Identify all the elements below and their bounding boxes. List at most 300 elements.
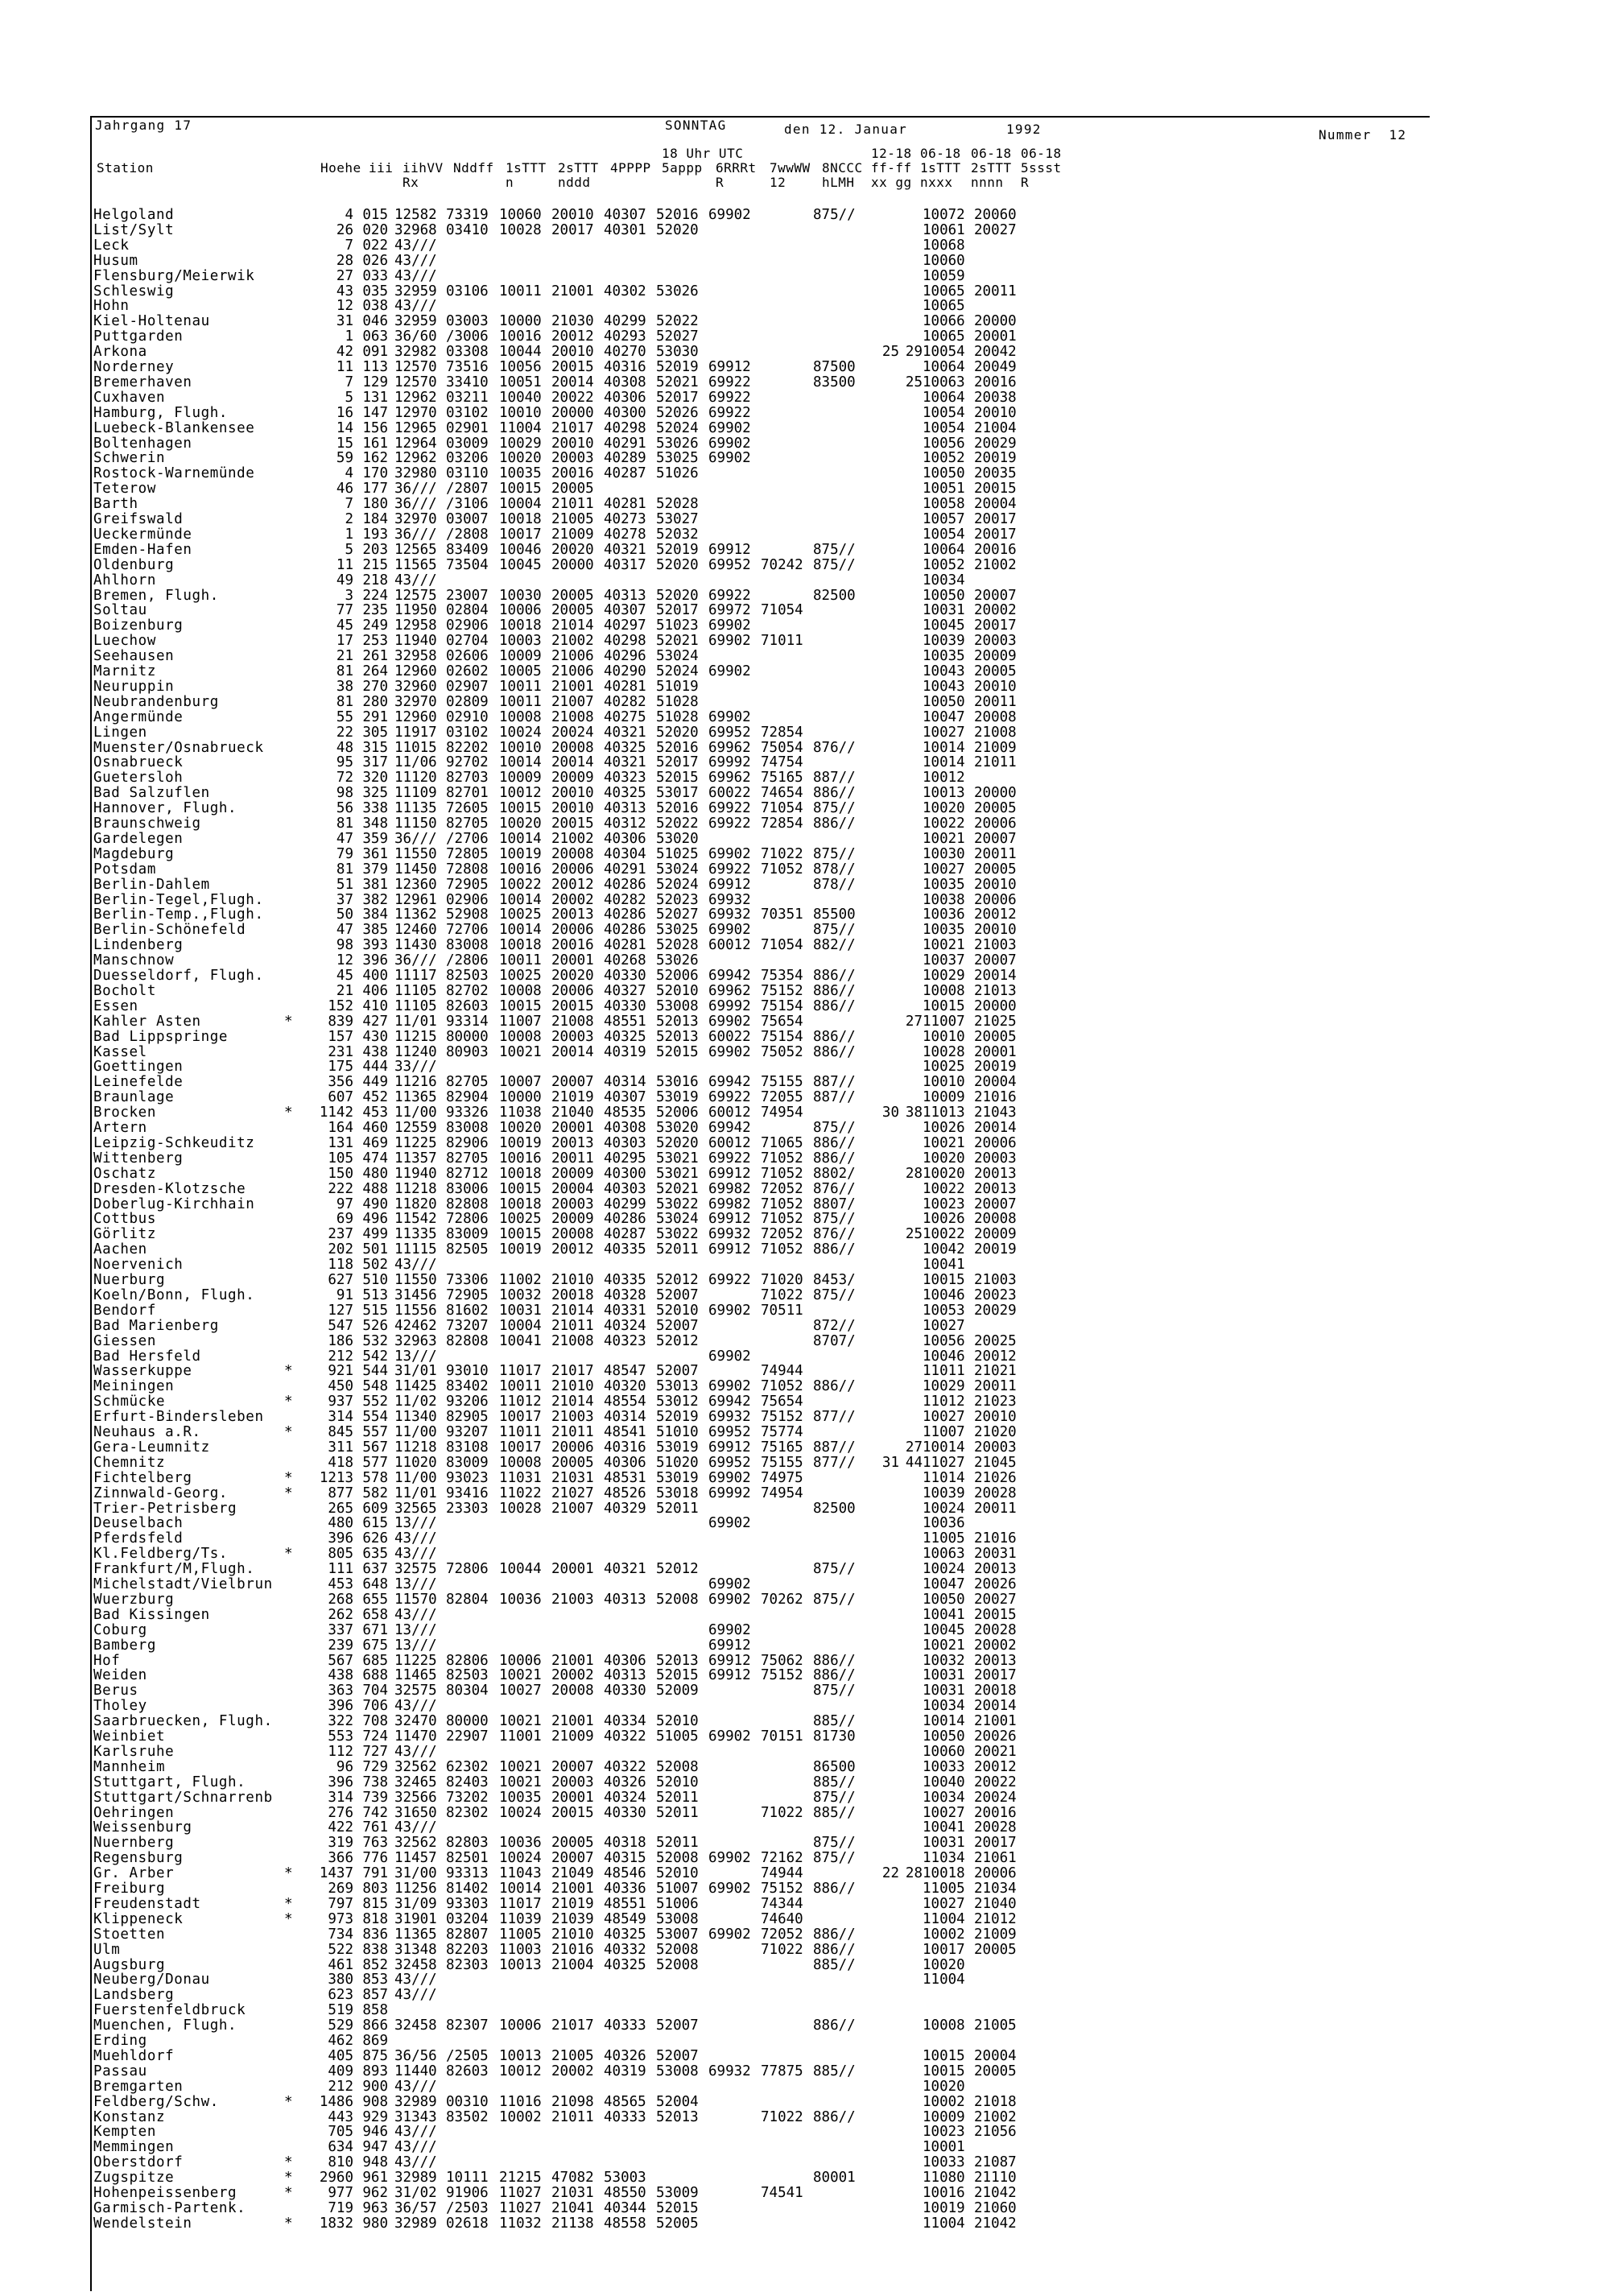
cell-iii: 315	[362, 739, 388, 756]
cell-2sttt: 20005	[551, 602, 594, 619]
cell-2sttt: 20001	[551, 1120, 594, 1136]
cell-nddff: 00310	[446, 2093, 489, 2110]
cell-nddff: 23303	[446, 1500, 489, 1517]
cell-hoehe: 319	[328, 1835, 353, 1852]
cell-8nccc: 885//	[813, 1774, 856, 1790]
cell-nddff: 73202	[446, 1789, 489, 1806]
cell-1sttt: 11022	[499, 1485, 542, 1501]
cell-0618-2sttt: 20008	[974, 708, 1017, 725]
year: 1992	[1006, 122, 1042, 137]
cell-5appp: 52007	[656, 1363, 699, 1380]
cell-station: Weiden	[93, 1667, 147, 1684]
cell-4pppp: 40318	[604, 1835, 646, 1852]
cell-iii: 900	[362, 2078, 388, 2095]
cell-station: Teterow	[93, 481, 156, 498]
cell-1sttt: 11016	[499, 2093, 542, 2110]
cell-hoehe: 877	[328, 1485, 353, 1501]
cell-2sttt: 20002	[551, 891, 594, 908]
cell-1sttt: 10013	[499, 2047, 542, 2064]
cell-iii: 449	[362, 1074, 388, 1091]
cell-8nccc: 875//	[813, 1120, 856, 1136]
cell-0618-2sttt: 20060	[974, 207, 1017, 223]
cell-5appp: 52020	[656, 556, 699, 573]
cell-0618-1sttt: 10033	[923, 1758, 965, 1775]
cell-mountain-marker: *	[284, 1013, 293, 1030]
cell-2sttt: 20008	[551, 1226, 594, 1243]
table-row	[0, 1592, 1610, 1608]
cell-4pppp: 40332	[604, 1941, 646, 1958]
cell-5appp: 52024	[656, 876, 699, 893]
cell-iihvv: 36///	[394, 481, 437, 498]
cell-0618-1sttt: 10020	[923, 2078, 965, 2095]
cell-nddff: 02809	[446, 693, 489, 710]
cell-station: Ulm	[93, 1941, 121, 1958]
cell-5appp: 52026	[656, 404, 699, 421]
cell-0618-2sttt: 21001	[974, 1713, 1017, 1730]
cell-iii: 396	[362, 952, 388, 969]
cell-4pppp: 48565	[604, 2093, 646, 2110]
cell-iihvv: 11/00	[394, 1424, 437, 1440]
cell-6rrrt: 69912	[708, 1637, 751, 1654]
cell-nddff: 82202	[446, 739, 489, 756]
cell-5appp: 53016	[656, 1074, 699, 1091]
col-ffff: 12-18 ff-ff xx gg	[871, 146, 912, 190]
date: den 12. Januar	[784, 122, 908, 137]
cell-1sttt: 11005	[499, 1926, 542, 1943]
table-row	[0, 527, 1610, 543]
cell-nddff: 10111	[446, 2170, 489, 2187]
cell-iii: 946	[362, 2124, 388, 2141]
cell-iii: 875	[362, 2047, 388, 2064]
cell-ff2: 44	[905, 1454, 923, 1471]
cell-1sttt: 10020	[499, 450, 542, 467]
cell-0618-1sttt: 10024	[923, 1500, 965, 1517]
cell-iihvv: 11135	[394, 800, 437, 817]
cell-nddff: 83402	[446, 1378, 489, 1395]
cell-0618-1sttt: 10041	[923, 1257, 965, 1274]
cell-1sttt: 11011	[499, 1424, 542, 1440]
cell-5appp: 52008	[656, 1591, 699, 1608]
cell-1sttt: 10008	[499, 982, 542, 999]
cell-0618-1sttt: 10023	[923, 1195, 965, 1212]
cell-iihvv: 11917	[394, 724, 437, 741]
cell-0618-1sttt: 10031	[923, 602, 965, 619]
cell-iii: 215	[362, 556, 388, 573]
cell-6rrrt: 69952	[708, 556, 751, 573]
cell-2sttt: 21039	[551, 1910, 594, 1927]
cell-ff1: 30	[881, 1105, 899, 1121]
cell-2sttt: 20017	[551, 221, 594, 238]
cell-iii: 815	[362, 1895, 388, 1912]
cell-station: Giessen	[93, 1332, 156, 1349]
cell-2sttt: 20003	[551, 1028, 594, 1045]
cell-iihvv: 32989	[394, 2215, 437, 2232]
cell-2sttt: 21009	[551, 526, 594, 543]
cell-iii: 453	[362, 1105, 388, 1121]
cell-1sttt: 10035	[499, 465, 542, 482]
cell-hoehe: 553	[328, 1728, 353, 1745]
cell-0618-2sttt: 20006	[974, 1134, 1017, 1151]
cell-iii: 400	[362, 968, 388, 984]
cell-2sttt: 21014	[551, 1394, 594, 1410]
cell-iihvv: 11465	[394, 1667, 437, 1684]
cell-5appp: 52010	[656, 1713, 699, 1730]
cell-7wwww: 71020	[761, 1272, 803, 1288]
cell-station: Schleswig	[93, 283, 175, 299]
cell-4pppp: 48541	[604, 1424, 646, 1440]
cell-iihvv: 43///	[394, 2078, 437, 2095]
cell-7wwww: 71052	[761, 1211, 803, 1228]
cell-station: Berlin-Schönefeld	[93, 922, 246, 939]
cell-4pppp: 40307	[604, 1089, 646, 1106]
cell-5appp: 53025	[656, 450, 699, 467]
cell-7wwww: 75054	[761, 739, 803, 756]
cell-iihvv: 32470	[394, 1713, 437, 1730]
cell-iihvv: 11457	[394, 1850, 437, 1867]
cell-0618-2sttt: 20038	[974, 389, 1017, 406]
cell-0618-1sttt: 10028	[923, 1043, 965, 1060]
cell-6rrrt: 69902	[708, 1591, 751, 1608]
cell-0618-2sttt: 20010	[974, 404, 1017, 421]
cell-station: Bendorf	[93, 1302, 156, 1319]
cell-0618-1sttt: 10015	[923, 1272, 965, 1288]
table-row	[0, 2155, 1610, 2170]
cell-0618-1sttt: 10037	[923, 952, 965, 969]
cell-7wwww: 75354	[761, 968, 803, 984]
cell-0618-1sttt: 10054	[923, 419, 965, 436]
table-row	[0, 741, 1610, 756]
cell-hoehe: 212	[328, 1348, 353, 1365]
cell-4pppp: 40317	[604, 556, 646, 573]
cell-2sttt: 21005	[551, 2047, 594, 2064]
issue-number: Nummer 12	[1319, 127, 1407, 142]
table-row	[0, 1531, 1610, 1546]
cell-iii: 554	[362, 1409, 388, 1426]
cell-2sttt: 20008	[551, 1683, 594, 1699]
table-row	[0, 1806, 1610, 1821]
cell-iii: 015	[362, 207, 388, 223]
table-row	[0, 1745, 1610, 1760]
cell-hoehe: 81	[336, 816, 353, 832]
cell-hoehe: 81	[336, 693, 353, 710]
cell-iii: 264	[362, 663, 388, 679]
cell-0618-1sttt: 10036	[923, 1515, 965, 1532]
cell-7wwww: 72055	[761, 1089, 803, 1106]
cell-station: Neuhaus a.R.	[93, 1424, 201, 1440]
table-row	[0, 436, 1610, 452]
cell-1sttt: 10008	[499, 708, 542, 725]
cell-2sttt: 20016	[551, 937, 594, 954]
cell-station: Kahler Asten	[93, 1013, 201, 1030]
cell-0618-2sttt: 20042	[974, 344, 1017, 361]
cell-iii: 406	[362, 982, 388, 999]
table-row	[0, 2216, 1610, 2232]
table-row	[0, 1958, 1610, 1973]
cell-nddff: 81402	[446, 1881, 489, 1897]
cell-2sttt: 20008	[551, 845, 594, 862]
cell-iii: 635	[362, 1546, 388, 1563]
cell-hoehe: 547	[328, 1317, 353, 1334]
cell-mountain-marker: *	[284, 1363, 293, 1380]
cell-4pppp: 40299	[604, 313, 646, 330]
cell-5appp: 53012	[656, 1394, 699, 1410]
cell-0618-1sttt: 10052	[923, 556, 965, 573]
cell-0618-1sttt: 10031	[923, 1683, 965, 1699]
cell-1sttt: 10016	[499, 861, 542, 878]
cell-iihvv: 32575	[394, 1683, 437, 1699]
cell-station: Artern	[93, 1120, 147, 1136]
cell-iihvv: 11/00	[394, 1105, 437, 1121]
cell-0618-2sttt: 21110	[974, 2170, 1017, 2187]
cell-1sttt: 10014	[499, 1881, 542, 1897]
cell-iihvv: 32980	[394, 465, 437, 482]
cell-8nccc: 885//	[813, 1713, 856, 1730]
cell-hoehe: 1213	[319, 1469, 353, 1486]
table-row	[0, 558, 1610, 573]
cell-iihvv: 43///	[394, 237, 437, 254]
cell-iihvv: 42462	[394, 1317, 437, 1334]
col-iii: iii	[369, 160, 394, 176]
cell-8nccc: 886//	[813, 1043, 856, 1060]
cell-nddff: 82701	[446, 785, 489, 802]
cell-4pppp: 40281	[604, 496, 646, 513]
cell-2sttt: 20001	[551, 1561, 594, 1578]
cell-hoehe: 91	[336, 1286, 353, 1303]
cell-ff2: 27	[905, 1013, 923, 1030]
cell-6rrrt: 60022	[708, 1028, 751, 1045]
cell-6rrrt: 69912	[708, 359, 751, 375]
cell-hoehe: 97	[336, 1195, 353, 1212]
cell-2sttt: 20014	[551, 374, 594, 390]
cell-1sttt: 10046	[499, 541, 542, 558]
cell-0618-2sttt: 20005	[974, 1941, 1017, 1958]
cell-0618-2sttt: 20027	[974, 1591, 1017, 1608]
cell-0618-2sttt: 20004	[974, 2047, 1017, 2064]
cell-iii: 704	[362, 1683, 388, 1699]
cell-station: Deuselbach	[93, 1515, 184, 1532]
cell-7wwww: 71054	[761, 800, 803, 817]
cell-hoehe: 47	[336, 922, 353, 939]
cell-iii: 869	[362, 2033, 388, 2049]
cell-5appp: 52028	[656, 496, 699, 513]
cell-iihvv: 31/02	[394, 2185, 437, 2201]
cell-nddff: 82705	[446, 1150, 489, 1167]
col-8nccc: 8NCCC hLMH	[822, 160, 863, 190]
cell-nddff: 82503	[446, 1667, 489, 1684]
cell-iihvv: 11425	[394, 1378, 437, 1395]
cell-nddff: /2808	[446, 526, 489, 543]
cell-iii: 738	[362, 1774, 388, 1790]
cell-0618-1sttt: 10019	[923, 2199, 965, 2216]
cell-iihvv: 12565	[394, 541, 437, 558]
cell-4pppp: 40300	[604, 404, 646, 421]
table-row	[0, 1394, 1610, 1410]
cell-station: Doberlug-Kirchhain	[93, 1195, 255, 1212]
cell-7wwww: 75155	[761, 1074, 803, 1091]
cell-5appp: 52017	[656, 602, 699, 619]
cell-iihvv: 12570	[394, 359, 437, 375]
cell-2sttt: 21009	[551, 1728, 594, 1745]
cell-iihvv: 31/00	[394, 1865, 437, 1882]
cell-5appp: 53018	[656, 1485, 699, 1501]
cell-8nccc: 886//	[813, 1652, 856, 1669]
cell-0618-1sttt: 10056	[923, 1332, 965, 1349]
cell-station: Regensburg	[93, 1850, 184, 1867]
cell-iii: 496	[362, 1211, 388, 1228]
cell-6rrrt: 60012	[708, 937, 751, 954]
cell-2sttt: 47082	[551, 2170, 594, 2187]
table-row	[0, 1151, 1610, 1167]
cell-5appp: 53025	[656, 922, 699, 939]
table-row	[0, 1349, 1610, 1365]
cell-nddff: 82804	[446, 1591, 489, 1608]
cell-1sttt: 10044	[499, 1561, 542, 1578]
table-row	[0, 1075, 1610, 1090]
cell-2sttt: 21041	[551, 2199, 594, 2216]
cell-hoehe: 461	[328, 1956, 353, 1973]
cell-iihvv: 11216	[394, 1074, 437, 1091]
cell-iii: 381	[362, 876, 388, 893]
cell-1sttt: 10015	[499, 800, 542, 817]
cell-iii: 162	[362, 450, 388, 467]
cell-0618-2sttt: 20017	[974, 617, 1017, 634]
cell-0618-1sttt: 10058	[923, 496, 965, 513]
cell-station: Soltau	[93, 602, 147, 619]
cell-station: Wendelstein	[93, 2215, 192, 2232]
table-row	[0, 1516, 1610, 1531]
cell-iii: 626	[362, 1530, 388, 1547]
cell-5appp: 52007	[656, 1317, 699, 1334]
cell-hoehe: 49	[336, 572, 353, 588]
cell-nddff: 82307	[446, 2017, 489, 2034]
cell-7wwww: 74541	[761, 2185, 803, 2201]
cell-iii: 836	[362, 1926, 388, 1943]
cell-hoehe: 118	[328, 1257, 353, 1274]
cell-0618-1sttt: 10033	[923, 2154, 965, 2171]
cell-7wwww: 74954	[761, 1485, 803, 1501]
cell-iii: 170	[362, 465, 388, 482]
cell-1sttt: 10011	[499, 678, 542, 695]
cell-2sttt: 20007	[551, 1074, 594, 1091]
table-row	[0, 254, 1610, 269]
cell-iii: 338	[362, 800, 388, 817]
cell-8nccc: 875//	[813, 845, 856, 862]
cell-iii: 542	[362, 1348, 388, 1365]
cell-iihvv: 11240	[394, 1043, 437, 1060]
cell-4pppp: 40330	[604, 1683, 646, 1699]
cell-5appp: 52007	[656, 2047, 699, 2064]
cell-hoehe: 734	[328, 1926, 353, 1943]
cell-hoehe: 450	[328, 1378, 353, 1395]
cell-2sttt: 20004	[551, 1180, 594, 1197]
cell-hoehe: 438	[328, 1667, 353, 1684]
cell-iihvv: 32465	[394, 1774, 437, 1790]
cell-0618-1sttt: 10031	[923, 1835, 965, 1852]
cell-iii: 147	[362, 404, 388, 421]
cell-0618-2sttt: 20005	[974, 663, 1017, 679]
table-row	[0, 390, 1610, 406]
cell-8nccc: 875//	[813, 207, 856, 223]
cell-iihvv: 11362	[394, 906, 437, 923]
cell-1sttt: 10025	[499, 1211, 542, 1228]
cell-7wwww: 75774	[761, 1424, 803, 1440]
cell-1sttt: 10018	[499, 1195, 542, 1212]
cell-iii: 685	[362, 1652, 388, 1669]
cell-5appp: 52024	[656, 419, 699, 436]
cell-1sttt: 10015	[499, 481, 542, 498]
cell-0618-2sttt: 20031	[974, 1546, 1017, 1563]
table-row	[0, 1851, 1610, 1866]
cell-hoehe: 839	[328, 1013, 353, 1030]
cell-iii: 430	[362, 1028, 388, 1045]
cell-iihvv: 12570	[394, 374, 437, 390]
cell-8nccc: 885//	[813, 2063, 856, 2079]
cell-8nccc: 887//	[813, 1439, 856, 1456]
cell-hoehe: 921	[328, 1363, 353, 1380]
cell-hoehe: 973	[328, 1910, 353, 1927]
cell-iihvv: 32566	[394, 1789, 437, 1806]
cell-4pppp: 40323	[604, 1332, 646, 1349]
cell-hoehe: 95	[336, 754, 353, 771]
cell-0618-2sttt: 20028	[974, 1819, 1017, 1836]
cell-6rrrt: 69902	[708, 1515, 751, 1532]
table-row	[0, 1654, 1610, 1669]
cell-0618-1sttt: 11027	[923, 1454, 965, 1471]
cell-iihvv: 31901	[394, 1910, 437, 1927]
cell-4pppp: 40278	[604, 526, 646, 543]
cell-nddff: 03308	[446, 344, 489, 361]
cell-6rrrt: 69992	[708, 997, 751, 1014]
cell-2sttt: 20006	[551, 982, 594, 999]
cell-4pppp: 40316	[604, 1439, 646, 1456]
cell-1sttt: 11027	[499, 2185, 542, 2201]
cell-nddff: 73504	[446, 556, 489, 573]
cell-hoehe: 262	[328, 1606, 353, 1623]
cell-iii: 203	[362, 541, 388, 558]
cell-5appp: 51006	[656, 1895, 699, 1912]
cell-iii: 177	[362, 481, 388, 498]
cell-2sttt: 21010	[551, 1926, 594, 1943]
cell-hoehe: 47	[336, 830, 353, 847]
cell-1sttt: 11017	[499, 1895, 542, 1912]
cell-iihvv: 11117	[394, 968, 437, 984]
cell-iii: 444	[362, 1059, 388, 1076]
table-row	[0, 679, 1610, 695]
col-7wwww: 7wwWW 12	[770, 160, 811, 190]
cell-2sttt: 20010	[551, 344, 594, 361]
cell-6rrrt: 69912	[708, 1211, 751, 1228]
cell-nddff: 93010	[446, 1363, 489, 1380]
cell-0618-1sttt: 10034	[923, 1789, 965, 1806]
cell-0618-1sttt: 10012	[923, 770, 965, 787]
cell-0618-1sttt: 10041	[923, 1606, 965, 1623]
cell-iihvv: 12559	[394, 1120, 437, 1136]
cell-0618-2sttt: 20019	[974, 1059, 1017, 1076]
cell-6rrrt: 69902	[708, 1043, 751, 1060]
cell-5appp: 52011	[656, 1241, 699, 1258]
table-row	[0, 2079, 1610, 2095]
cell-1sttt: 11043	[499, 1865, 542, 1882]
cell-hoehe: 131	[328, 1134, 353, 1151]
cell-0618-2sttt: 21087	[974, 2154, 1017, 2171]
cell-0618-2sttt: 20005	[974, 1028, 1017, 1045]
cell-0618-1sttt: 10050	[923, 587, 965, 604]
cell-hoehe: 337	[328, 1621, 353, 1638]
table-row	[0, 1288, 1610, 1303]
cell-nddff: 82906	[446, 1134, 489, 1151]
cell-0618-1sttt: 10020	[923, 1150, 965, 1167]
cell-iii: 763	[362, 1835, 388, 1852]
